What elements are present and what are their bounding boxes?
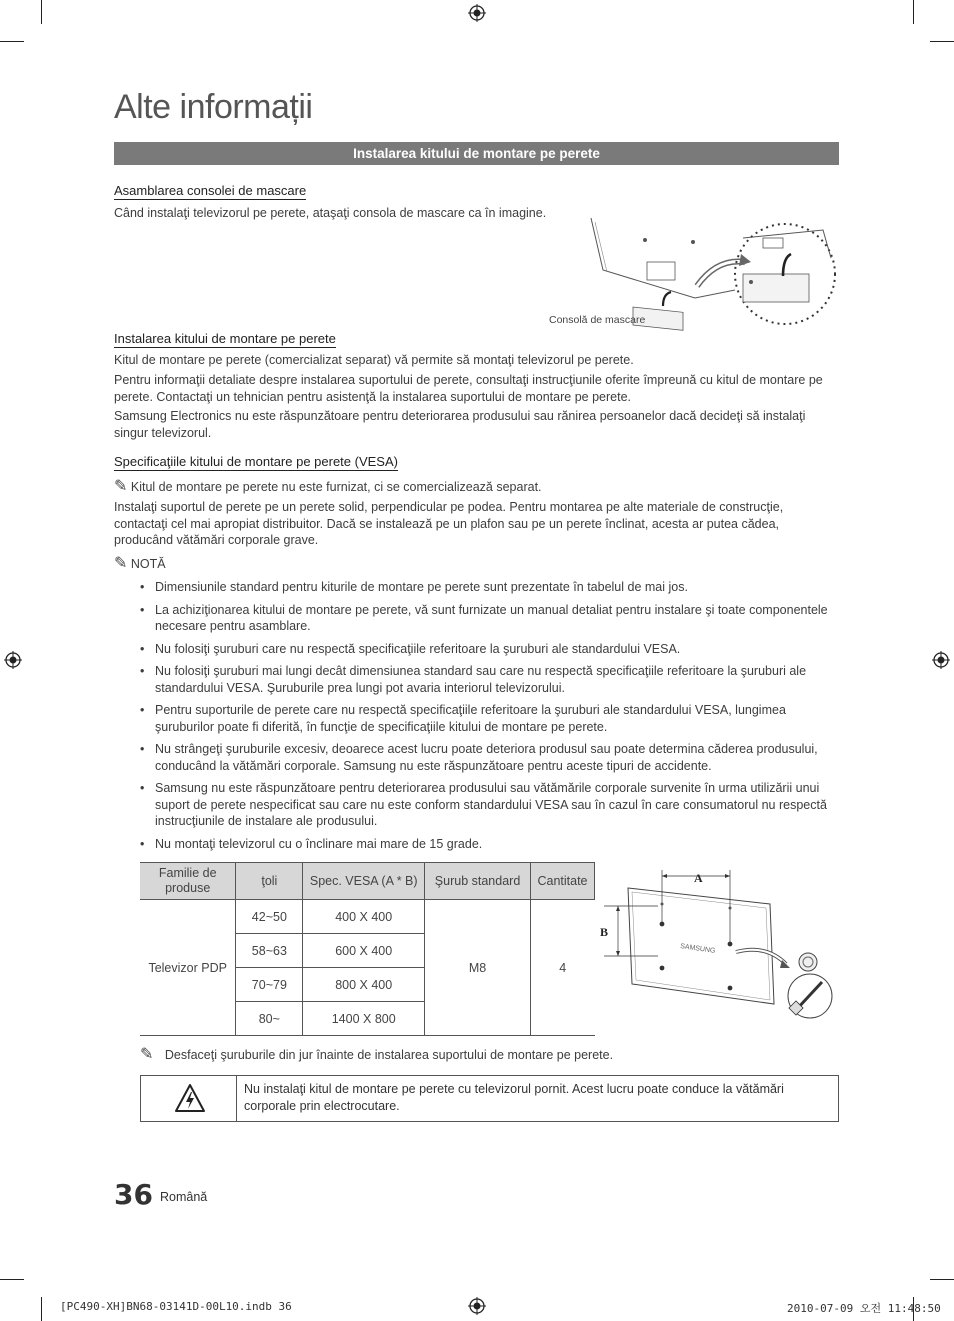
crop-mark <box>930 1279 954 1280</box>
table-cell: 400 X 400 <box>303 900 425 934</box>
table-cell: 800 X 400 <box>303 968 425 1002</box>
language-label: Română <box>160 1190 208 1204</box>
paragraph: Samsung Electronics nu este răspunzătoare pentru deteriorarea produsului sau rănirea persoanelor dacă decideţi să instalaţi singur televizorul. <box>114 409 806 440</box>
note-bullet-list <box>140 579 840 858</box>
list-item: • Nu strângeţi şuruburile excesiv, deoarece acest lucru poate deteriora produsul sau poate determina căderea produsului, conducând la vătămări corporale. Samsung nu este răspunzătoare pentru aceste tipuri de accidente. <box>140 741 840 774</box>
list-item: • Nu folosiţi şuruburi mai lungi decât dimensiunea standard sau care nu respectă specificaţiile referitoare la şuruburi ale standardului VESA. Şuruburile prea lungi pot avaria interiorul televizorului. <box>140 663 840 696</box>
list-item: • Dimensiunile standard pentru kiturile de montare pe perete sunt prezentate în tabelul de mai jos. <box>140 579 840 596</box>
pencil-note-icon: ✎ <box>114 555 128 572</box>
section-asamblare <box>114 182 306 200</box>
warning-icon-cell <box>141 1076 237 1121</box>
electric-shock-warning-icon <box>174 1083 206 1113</box>
crop-mark <box>41 0 42 24</box>
crop-mark <box>41 1297 42 1321</box>
table-cell: M8 <box>425 900 531 1036</box>
subheading-vesa: Specificaţiile kitului de montare pe perete (VESA) <box>114 454 398 469</box>
warning-box <box>140 1075 839 1122</box>
table-header: Spec. VESA (A * B) <box>303 863 425 900</box>
note-label: NOTĂ <box>130 557 166 571</box>
warning-text: Nu instalaţi kitul de montare pe perete cu televizorul pornit. Acest lucru poate conduce la vătămări corporale prin electrocutare. <box>244 1082 784 1113</box>
registration-mark-icon <box>932 651 950 669</box>
pencil-note-icon: ✎ <box>140 1046 154 1063</box>
list-item: • La achiziţionarea kitului de montare pe perete, vă sunt furnizate un manual detaliat pentru instalare şi toate componentele necesare pentru asamblare. <box>140 602 840 635</box>
table-header: Şurub standard <box>425 863 531 900</box>
vesa-dimensions-illustration <box>598 864 838 1024</box>
figure-label: Consolă de mascare <box>549 314 646 326</box>
note <box>114 479 839 496</box>
crop-mark <box>930 41 954 42</box>
subheading-asamblare: Asamblarea consolei de mascare <box>114 183 307 198</box>
list-item: • Pentru suporturile de perete care nu respectă specificaţiile referitoare la şuruburi ale standardului VESA, lungimea şuruburilor poate fi diferită, în funcţie de specificaţiile kitului de montare pe perete. <box>140 702 840 735</box>
section-vesa <box>114 453 398 471</box>
note <box>140 1047 840 1064</box>
paragraph: Kitul de montare pe perete (comercializat separat) vă permite să montaţi televizorul pe perete. <box>114 353 634 367</box>
list-item: • Nu montaţi televizorul cu o înclinare mai mare de 15 grade. <box>140 836 840 853</box>
note-heading <box>114 556 166 573</box>
brand-logo: SAMSUNG <box>679 943 716 955</box>
table-cell: 80~ <box>236 1002 303 1036</box>
table-cell: 4 <box>530 900 594 1036</box>
subheading-instalare: Instalarea kitului de montare pe perete <box>114 331 336 346</box>
table-header: Familie de produse <box>140 863 236 900</box>
table-cell: 42~50 <box>236 900 303 934</box>
paragraph: Pentru informaţii detaliate despre instalarea suportului de perete, consultaţi instrucţiunile oferite împreună cu kitul de montare pe perete. Contactaţi un tehnician pentru asistenţă la instalarea suportului de montare pe perete. <box>114 373 823 404</box>
registration-mark-icon <box>4 651 22 669</box>
note-text: Desfaceţi şuruburile din jur înainte de instalarea suportului de montare pe perete. <box>164 1048 614 1062</box>
page-title: Alte informații <box>114 88 313 126</box>
footer-filename: [PC490-XH]BN68-03141D-00L10.indb 36 <box>60 1300 292 1313</box>
section-banner: Instalarea kitului de montare pe perete <box>114 142 839 165</box>
table-header: Cantitate <box>530 863 594 900</box>
registration-mark-icon <box>468 4 486 22</box>
paragraph: Când instalaţi televizorul pe perete, ataşaţi consola de mascare ca în imagine. <box>114 206 547 220</box>
table-cell: 70~79 <box>236 968 303 1002</box>
table-row <box>140 900 595 934</box>
note-text: Kitul de montare pe perete nu este furnizat, ci se comercializează separat. <box>130 480 542 494</box>
crop-mark <box>913 0 914 24</box>
list-item: • Nu folosiţi şuruburi care nu respectă specificaţiile referitoare la şuruburi ale standardului VESA. <box>140 641 840 658</box>
section-instalare <box>114 330 336 348</box>
list-item: • Samsung nu este răspunzătoare pentru deteriorarea produsului sau vătămările corporale survenite în urma utilizării unui suport de perete nespecificat sau care nu este conform standardului VESA sau în cazul în care consumatorul nu respectă instrucţiunile de instalare ale produsului. <box>140 780 840 830</box>
pencil-note-icon: ✎ <box>114 478 128 495</box>
dim-label-a: A <box>694 871 703 885</box>
crop-mark <box>0 41 24 42</box>
paragraph: Instalaţi suportul de perete pe un perete solid, perpendicular pe podea. Pentru montarea pe alte materiale de construcţie, contactaţi cel mai apropiat distribuitor. Dacă se instalează pe un plafon sau pe un perete înclinat, acesta ar putea cădea, producând vătămări corporale grave. <box>114 500 784 547</box>
table-header-row <box>140 863 595 900</box>
table-header: ţoli <box>236 863 303 900</box>
footer-timestamp: 2010-07-09 오전 11:48:50 <box>787 1302 941 1315</box>
vesa-spec-table <box>140 862 595 1036</box>
table-cell: 1400 X 800 <box>303 1002 425 1036</box>
table-cell: 600 X 400 <box>303 934 425 968</box>
page-number: 36 <box>114 1178 153 1211</box>
dim-label-b: B <box>600 925 609 939</box>
table-cell: Televizor PDP <box>140 900 236 1036</box>
registration-mark-icon <box>468 1297 486 1315</box>
table-cell: 58~63 <box>236 934 303 968</box>
crop-mark <box>0 1279 24 1280</box>
